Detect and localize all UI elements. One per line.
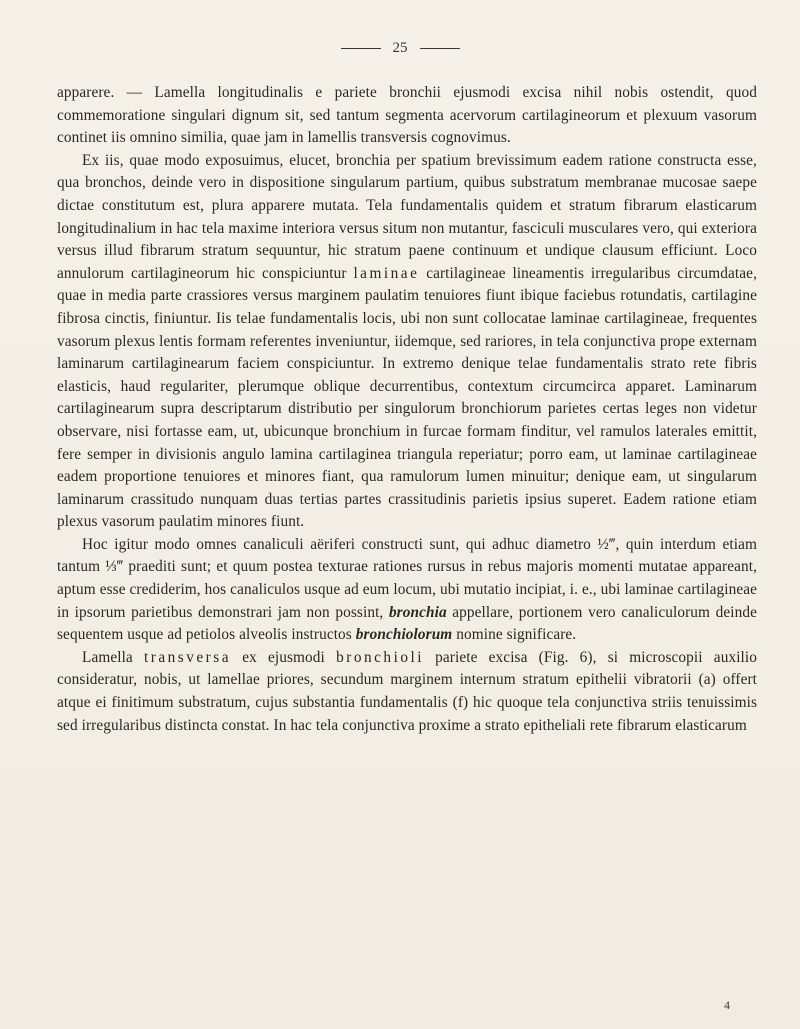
paragraph-3	[57, 534, 757, 647]
paragraph-2-segment-3: cartilagineae lineamentis irregularibus circumdatae, quae in media parte crassiores versus marginem paulatim tenuiores fiunt ibique faciebus rotundatis, cartilagine fibrosa cinctis, finiuntur. Iis telae fundamentalis locis, ubi non sunt collocatae laminae cartilagineae, frequentes vasorum plexus lentis formam referentes inveniuntur, iidemque, sed rariores, in tela conjunctiva prope externam laminarum cartilaginearum faciem conspiciuntur. In extremo denique telae fundamentalis strato rete fibris elasticis, haud regulariter, plerumque oblique decurrentibus, contextum circumcirca apparet. Laminarum cartilaginearum supra descriptarum distributio per singulorum bronchiorum parietes certas leges non videtur observare, nisi fortasse eam, ut, ubicunque bronchium in furcae formam finditur, vel ramulos laterales emittit, fere semper in divisionis angulo lamina cartilaginea triangula reperiatur; porro eam, ut laminae cartilagineae eadem proportione tenuiores et minores fiant, qua ramulorum lumen minuitur; denique eam, ut singularum laminarum crassitudo nunquam duas tertias partes crassitudinis parietis ipsius superet. Eadem ratione etiam plexus vasorum paulatim minores fiunt.	[57, 264, 757, 531]
page-number: 25	[392, 40, 408, 56]
signature-mark: 4	[724, 998, 730, 1012]
paragraph-3-segment-4: bronchiolorum	[355, 626, 453, 644]
paragraph-4-segment-2: transversa	[144, 648, 232, 666]
paragraph-2-segment-2: laminae	[353, 264, 420, 282]
paragraph-4-segment-1: Lamella	[82, 648, 144, 666]
paragraph-2-segment-1: Ex iis, quae modo exposuimus, elucet, bronchia per spatium brevissimum eadem ratione constructa esse, qua bronchos, deinde vero in dispositione singularum partium, quibus substratum membranae mucosae saepe dictae constitutum est, plura apparere mutata. Tela fundamentalis quidem et stratum fibrarum elasticarum longitudinalium in hac tela maxime interiora versus situm non mutantur, fasciculi musculares vero, qui exteriora versus illud fibrarum stratum sequuntur, hic stratum paene continuum et undique clausum efficiunt. Loco annulorum cartilagineorum hic conspiciuntur	[57, 151, 757, 282]
header-rule-left	[341, 48, 381, 49]
paragraph-3-segment-3: appellare, portionem vero canaliculorum deinde sequentem usque ad petiolos alveolis instructos	[57, 603, 757, 644]
paragraph-4-segment-3: ex ejusmodi	[231, 648, 337, 666]
paragraph-2	[57, 150, 757, 534]
header-rule-right	[420, 48, 460, 49]
paragraph-1	[57, 82, 757, 150]
page-header	[0, 40, 800, 57]
paragraph-1-segment-1: apparere. — Lamella longitudinalis e pariete bronchii ejusmodi excisa nihil nobis ostendit, quod commemoratione singulari dignum sit, sed tantum segmenta acervorum cartilagineorum et plexuum vasorum continet iis omnino similia, quae jam in lamellis transversis cognovimus.	[57, 84, 757, 147]
paragraph-4	[57, 647, 757, 737]
paragraph-4-segment-5: pariete excisa (Fig. 6), si microscopii auxilio consideratur, nobis, ut lamellae priores, secundum marginem internum stratum epithelii vibratorii (a) offert atque ei finitimum substratum, cujus substantia fundamentalis (f) hic quoque tela conjunctiva striis tenuissimis sed irregularibus distincta constat. In hac tela conjunctiva proxime a strato epitheliali rete fibrarum elasticarum	[57, 648, 757, 734]
paragraph-3-segment-1: Hoc igitur modo omnes canaliculi aëriferi constructi sunt, qui adhuc diametro ½‴, quin interdum etiam tantum ⅓‴ praediti sunt; et quum postea texturae rationes rursus in rebus majoris momenti mutatae appareant, aptum esse crediderim, hos canaliculos usque ad eum locum, ubi mutatio incipiat, i. e., ubi laminae cartilagineae in ipsorum parietibus demonstrari jam non possint,	[57, 535, 757, 621]
body-text	[57, 82, 757, 737]
paragraph-4-segment-4: bronchioli	[336, 648, 424, 666]
paragraph-3-segment-5: nomine significare.	[452, 626, 577, 644]
paragraph-3-segment-2: bronchia	[388, 603, 447, 621]
